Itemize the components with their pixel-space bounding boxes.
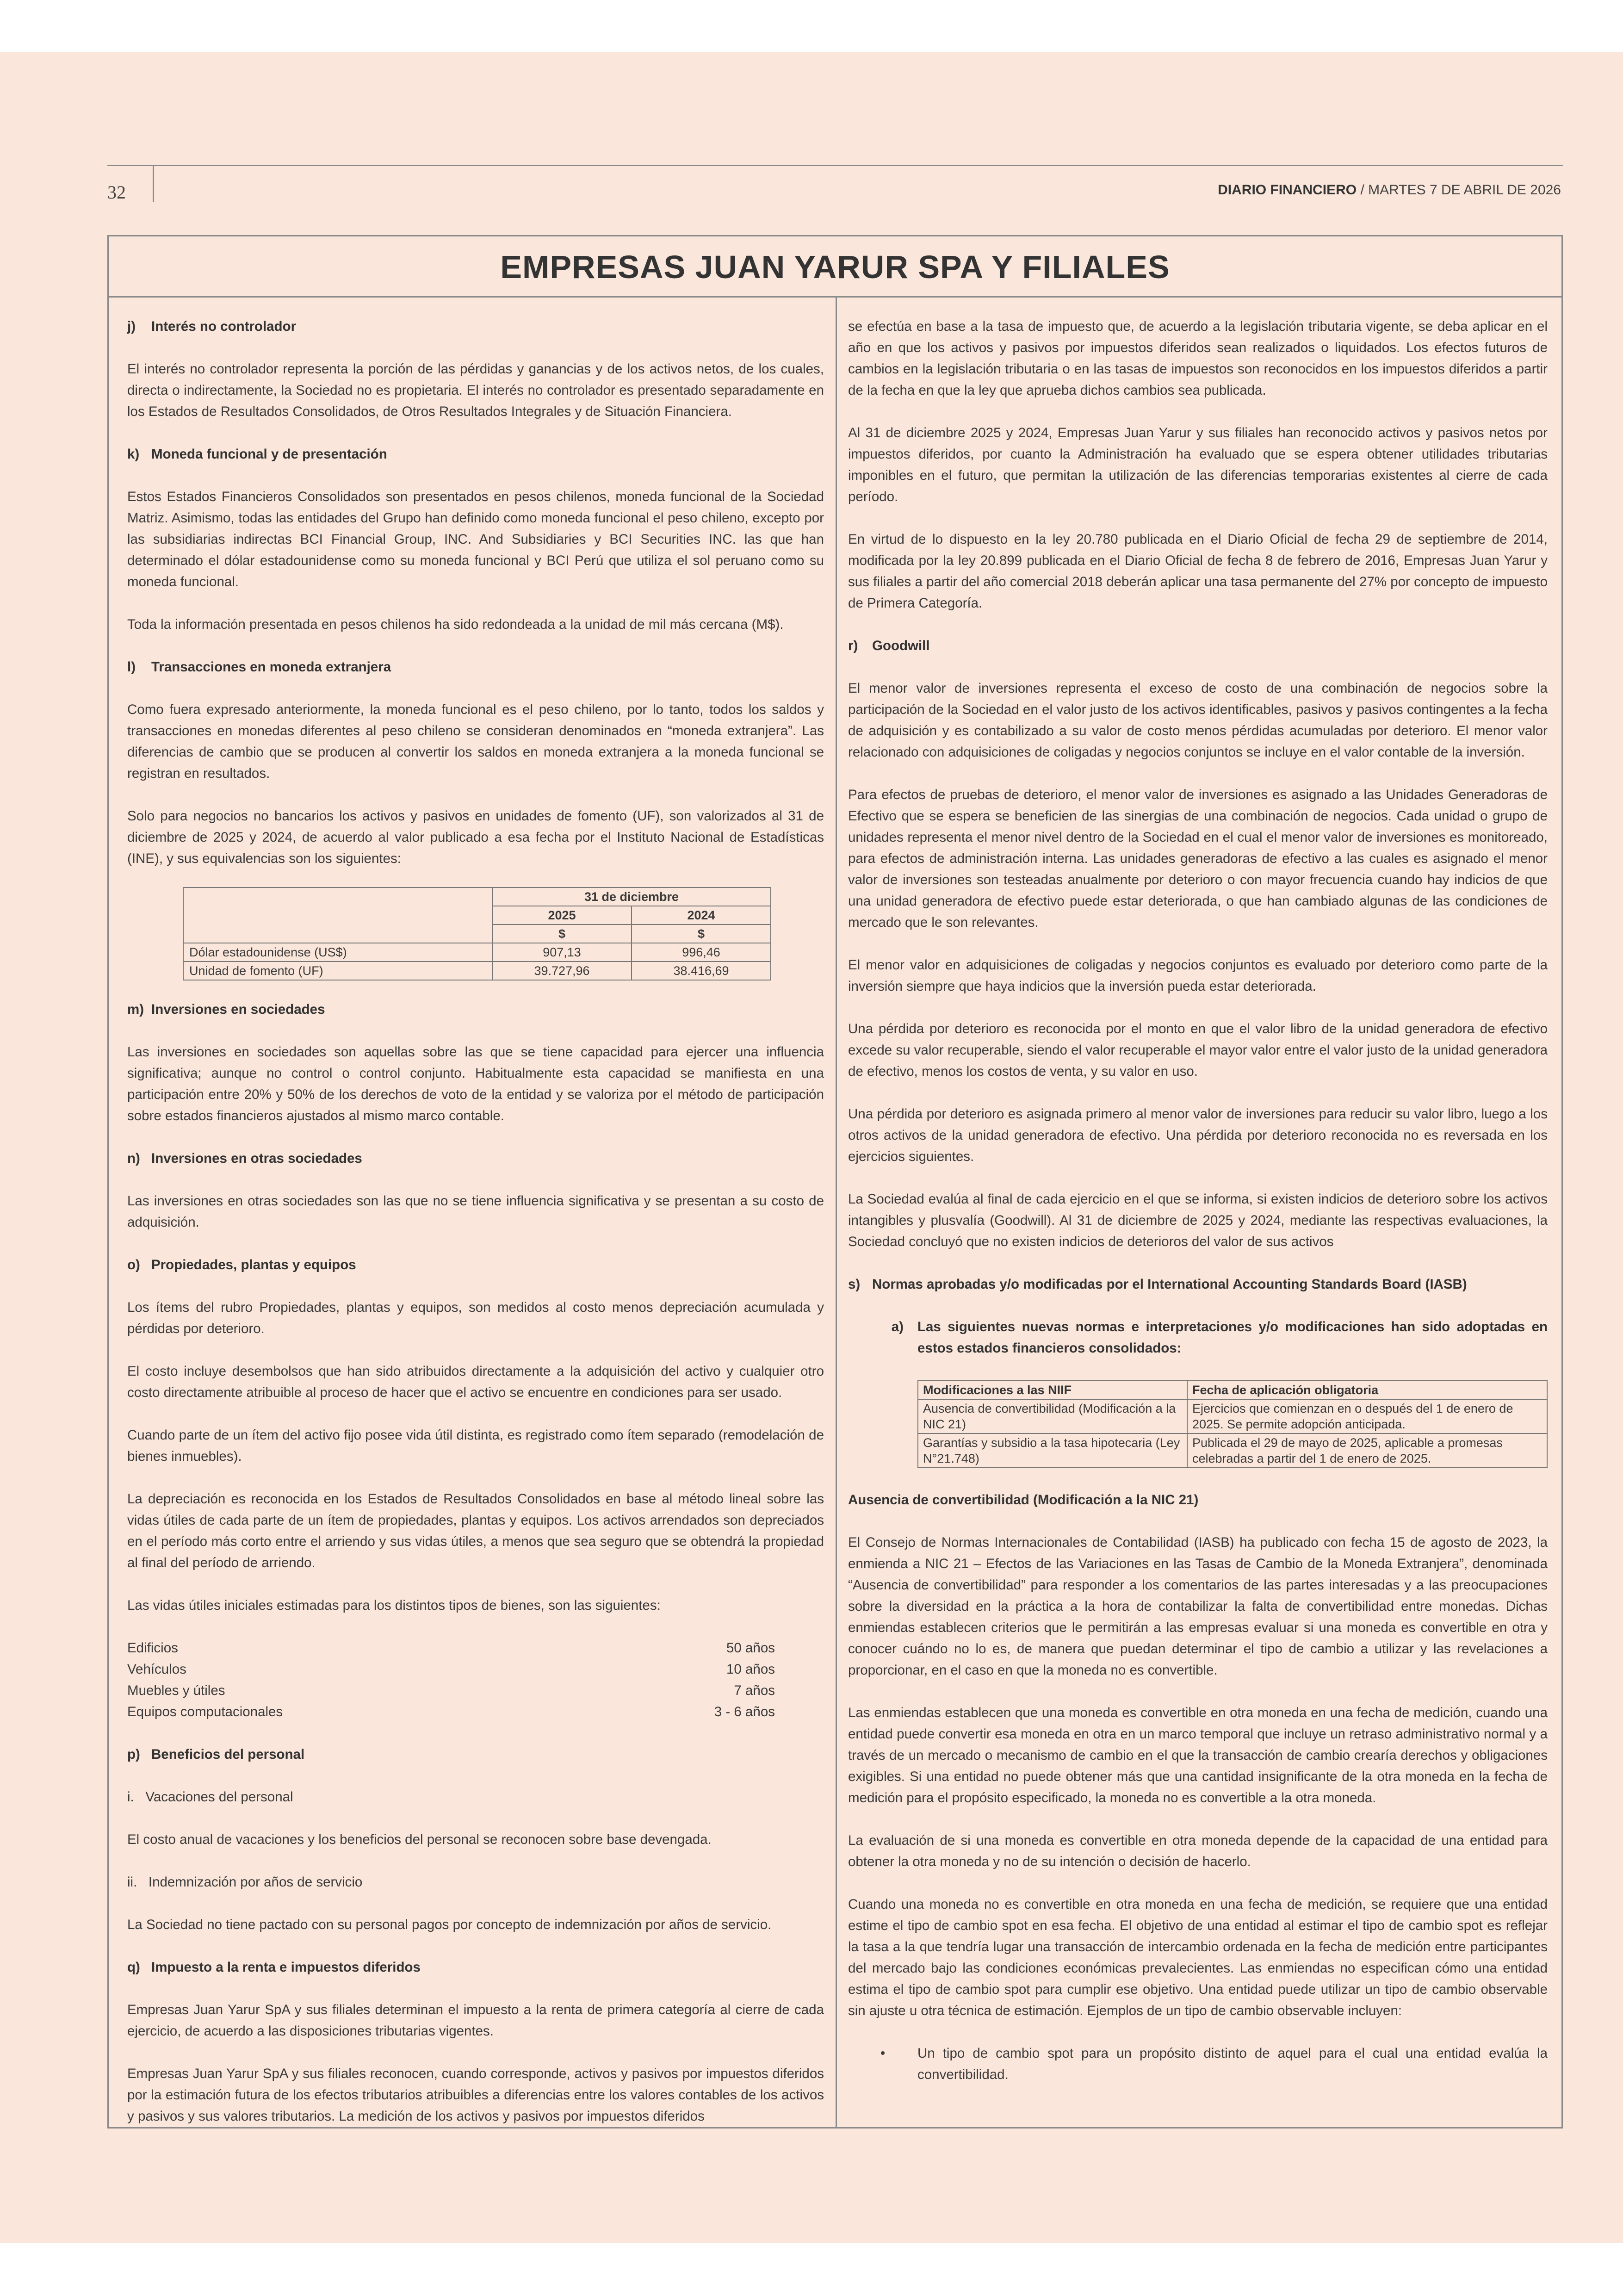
- section-mark: q): [127, 1960, 140, 1975]
- paragraph: Empresas Juan Yarur SpA y sus filiales determinan el impuesto a la renta de primera categoría al cierre de cada ejercicio, de acuerdo a las disposiciones tributarias vigentes.: [127, 2002, 824, 2039]
- list-item: [127, 1659, 775, 1680]
- section-title: Impuesto a la renta e impuestos diferidos: [151, 1960, 421, 1975]
- section-r-heading: [848, 635, 1548, 657]
- subsection-title: i. Vacaciones del personal: [127, 1789, 293, 1805]
- asset-life: 50 años: [726, 1640, 775, 1656]
- section-j-heading: [127, 316, 824, 337]
- table-cell: 996,46: [632, 943, 771, 962]
- paragraph: Para efectos de pruebas de deterioro, el menor valor de inversiones es asignado a las Unidades Generadoras de Efectivo que se espera se beneficien de las sinergias de una combinación de negocios. Cada unidad o grupo de unidades representa el menor nivel dentro de la Sociedad en el cual el menor valor de inversiones es monitoreado, para efectos de administración interna. Las unidades generadoras de efectivo a las cuales es asignado el menor valor de inversiones son testeadas anualmente por deterioro o con mayor frecuencia cuando hay indicios de que una unidad generadora de efectivo puede estar deteriorada, o que han cambiado algunas de las condiciones de mercado que le son relevantes.: [848, 787, 1548, 930]
- asset-name: Muebles y útiles: [127, 1683, 225, 1698]
- table-header: 31 de diciembre: [492, 887, 771, 906]
- paragraph: Empresas Juan Yarur SpA y sus filiales reconocen, cuando corresponde, activos y pasivos por impuestos diferidos por la estimación futura de los efectos tributarios atribuibles a diferencias entre los valores contables de los activos y pasivos y sus valores tributarios. La medición de los activos y pasivos por impuestos diferidos: [127, 2066, 824, 2124]
- paragraph: Como fuera expresado anteriormente, la moneda funcional es el peso chileno, por lo tanto, todos los saldos y transacciones en monedas diferentes al peso chileno se consideran denominados en “moneda extranjera”. Las diferencias de cambio que se producen al convertir los saldos en moneda extranjera a la moneda funcional se registran en resultados.: [127, 702, 824, 781]
- company-title: EMPRESAS JUAN YARUR SPA Y FILIALES: [500, 249, 1170, 285]
- table-row: [918, 1399, 1547, 1433]
- table-cell: Publicada el 29 de mayo de 2025, aplicable a promesas celebradas a partir del 1 de enero de 2025.: [1187, 1433, 1547, 1468]
- section-k-heading: [127, 444, 824, 465]
- paragraph: El interés no controlador representa la porción de las pérdidas y ganancias y de los activos netos, de los cuales, directa o indirectamente, la Sociedad no es propietaria. El interés no controlador es presentado separadamente en los Estados de Resultados Consolidados, de Otros Resultados Integrales y de Situación Financiera.: [127, 361, 824, 419]
- paragraph: El costo anual de vacaciones y los beneficios del personal se reconocen sobre base devengada.: [127, 1832, 712, 1847]
- subsection-a-heading: [848, 1316, 1548, 1359]
- table-row: [183, 887, 771, 906]
- section-title: Moneda funcional y de presentación: [151, 447, 387, 462]
- bullet-icon: •: [880, 2046, 886, 2061]
- article-frame: [107, 235, 1563, 2128]
- table-header: 2025: [492, 906, 632, 925]
- title-band: [109, 236, 1561, 298]
- asset-name: Vehículos: [127, 1662, 186, 1677]
- subsection-title: Las siguientes nuevas normas e interpretaciones y/o modificaciones han sido adoptadas en estos estados financieros consolidados:: [917, 1319, 1548, 1356]
- table-cell: Dólar estadounidense (US$): [183, 943, 492, 962]
- page-number: 32: [107, 182, 126, 203]
- section-m-heading: [127, 999, 824, 1020]
- section-s-heading: [848, 1274, 1548, 1295]
- table-cell: Ausencia de convertibilidad (Modificación a la NIC 21): [918, 1399, 1187, 1433]
- asset-name: Equipos computacionales: [127, 1704, 283, 1719]
- paragraph: Las enmiendas establecen que una moneda es convertible en otra moneda en una fecha de medición, cuando una entidad puede convertir esa moneda en otra en un marco temporal que incluye un retraso administrativo normal y a través de un mercado o mecanismo de cambio en el que la transacción de cambio crearía derechos y obligaciones exigibles. Si una entidad no puede obtener más que una cantidad insignificante de la otra moneda en la fecha de medición para el propósito especificado, la moneda no es convertible a la otra moneda.: [848, 1705, 1548, 1806]
- exchange-rate-table: [183, 887, 771, 980]
- table-cell: 38.416,69: [632, 962, 771, 980]
- section-title: Interés no controlador: [151, 319, 297, 334]
- subsection-title: ii. Indemnización por años de servicio: [127, 1874, 363, 1890]
- table-cell: 907,13: [492, 943, 632, 962]
- section-title: Beneficios del personal: [151, 1747, 305, 1762]
- section-mark: m): [127, 1002, 144, 1017]
- table-header: $: [632, 925, 771, 943]
- section-mark: r): [848, 638, 858, 653]
- section-o-heading: [127, 1254, 824, 1276]
- paragraph: Al 31 de diciembre 2025 y 2024, Empresas Juan Yarur y sus filiales han reconocido activos y pasivos netos por impuestos diferidos, por cuanto la Administración ha evaluado que se espera obtener utilidades tributarias imponibles en el futuro, que permitan la utilización de las diferencias temporarias existentes al cierre de cada período.: [848, 425, 1548, 504]
- table-header: 2024: [632, 906, 771, 925]
- ifrs-amendments-table: [917, 1380, 1548, 1468]
- paragraph: La depreciación es reconocida en los Estados de Resultados Consolidados en base al método lineal sobre las vidas útiles de cada parte de un ítem de propiedades, plantas y equipos. Los activos arrendados son depreciados en el período más corto entre el arriendo y sus vidas útiles, a menos que sea seguro que se obtendrá la propiedad al final del período de arriendo.: [127, 1491, 824, 1570]
- paragraph: El Consejo de Normas Internacionales de Contabilidad (IASB) ha publicado con fecha 15 de agosto de 2023, la enmienda a NIC 21 – Efectos de las Variaciones en las Tasas de Cambio de la Moneda Extranjera”, denominada “Ausencia de convertibilidad” para responder a los comentarios de las partes interesadas y a las preocupaciones sobre la diversidad en la práctica a la hora de contabilizar la falta de convertibilidad entre monedas. Dichas enmiendas establecen criterios que le permitirán a las empresas evaluar si una moneda es convertible en otra y conocer cuándo no lo es, de manera que puedan determinar el tipo de cambio a utilizar y las revelaciones a proporcionar, en el caso en que la moneda no es convertible.: [848, 1535, 1548, 1678]
- table-row: [918, 1381, 1547, 1399]
- paragraph: Los ítems del rubro Propiedades, plantas y equipos, son medidos al costo menos depreciación acumulada y pérdidas por deterioro.: [127, 1300, 824, 1336]
- paragraph: Las inversiones en sociedades son aquellas sobre las que se tiene capacidad para ejercer una influencia significativa; aunque no control o control conjunto. Habitualmente esta capacidad se manifiesta en una participación entre 20% y 50% de los derechos de voto de la entidad y se valoriza por el método de participación sobre estados financieros ajustados al mismo marco contable.: [127, 1044, 824, 1123]
- table-header: Modificaciones a las NIIF: [918, 1381, 1187, 1399]
- column-divider: [836, 298, 837, 2127]
- bullet-text: Un tipo de cambio spot para un propósito distinto de aquel para el cual una entidad evalúa la convertibilidad.: [917, 2046, 1548, 2082]
- section-title: Normas aprobadas y/o modificadas por el International Accounting Standards Board (IASB): [872, 1277, 1467, 1292]
- paragraph: Las vidas útiles iniciales estimadas para los distintos tipos de bienes, son las siguientes:: [127, 1598, 661, 1613]
- table-cell: 39.727,96: [492, 962, 632, 980]
- section-q-heading: [127, 1957, 824, 1978]
- paragraph: Una pérdida por deterioro es reconocida por el monto en que el valor libro de la unidad generadora de efectivo excede su valor recuperable, siendo el valor recuperable el mayor valor entre el valor justo de la unidad generadora de efectivo, menos los costos de venta, y su valor en uso.: [848, 1021, 1548, 1079]
- publication-date: MARTES 7 DE ABRIL DE 2026: [1368, 182, 1561, 198]
- masthead-separator: /: [1360, 182, 1364, 198]
- left-column: [127, 316, 824, 2127]
- table-cell: Unidad de fomento (UF): [183, 962, 492, 980]
- right-column: [848, 316, 1548, 2085]
- paragraph: El menor valor de inversiones representa el exceso de costo de una combinación de negocios sobre la participación de la Sociedad en el valor justo de los activos identificables, pasivos y pasivos contingentes a la fecha de adquisición y es contabilizado a su valor de costo menos pérdidas acumuladas por deterioro. El menor valor relacionado con adquisiciones de coligadas y negocios conjuntos se incluye en el valor contable de la inversión.: [848, 681, 1548, 760]
- section-title: Propiedades, plantas y equipos: [151, 1257, 356, 1272]
- asset-life: 10 años: [726, 1662, 775, 1677]
- paragraph: se efectúa en base a la tasa de impuesto que, de acuerdo a la legislación tributaria vigente, se deba aplicar en el año en que los activos y pasivos por impuestos diferidos sean realizados o liquidados. Los efectos futuros de cambios en la legislación tributaria o en las tasas de impuestos son reconocidos en los impuestos diferidos a partir de la fecha en que la ley que aprueba dichos cambios sea publicada.: [848, 319, 1548, 398]
- section-title: Inversiones en sociedades: [151, 1002, 325, 1017]
- paragraph: En virtud de lo dispuesto en la ley 20.780 publicada en el Diario Oficial de fecha 29 de septiembre de 2014, modificada por la ley 20.899 publicada en el Diario Oficial de fecha 8 de febrero de 2016, Empresas Juan Yarur y sus filiales a partir del año comercial 2018 deberán aplicar una tasa permanente del 27% por concepto de impuesto de Primera Categoría.: [848, 532, 1548, 611]
- paragraph: Solo para negocios no bancarios los activos y pasivos en unidades de fomento (UF), son valorizados al 31 de diciembre de 2025 y 2024, de acuerdo al valor publicado a esa fecha por el Instituto Nacional de Estadísticas (INE), y sus equivalencias son los siguientes:: [127, 808, 824, 866]
- section-p-heading: [127, 1744, 824, 1765]
- paragraph: El menor valor en adquisiciones de coligadas y negocios conjuntos es evaluado por deterioro como parte de la inversión siempre que haya indicios que la inversión pueda estar deteriorada.: [848, 957, 1548, 994]
- asset-life: 3 - 6 años: [714, 1704, 775, 1719]
- table-header: $: [492, 925, 632, 943]
- paragraph: La Sociedad no tiene pactado con su personal pagos por concepto de indemnización por años de servicio.: [127, 1917, 772, 1932]
- publication-name: DIARIO FINANCIERO: [1218, 182, 1357, 198]
- table-header: Fecha de aplicación obligatoria: [1187, 1381, 1547, 1399]
- section-mark: s): [848, 1277, 861, 1292]
- subsection-mark: a): [891, 1319, 904, 1334]
- section-mark: l): [127, 659, 136, 675]
- section-mark: n): [127, 1151, 140, 1166]
- paragraph: Estos Estados Financieros Consolidados son presentados en pesos chilenos, moneda funcional de la Sociedad Matriz. Asimismo, todas las entidades del Grupo han definido como moneda funcional el peso chileno, excepto por las subsidiarias indirectas BCI Financial Group, INC. And Subsidiaries y BCI Securities INC. las que han determinado el dólar estadounidense como su moneda funcional y BCI Perú que utiliza el sol peruano como su moneda funcional.: [127, 489, 824, 590]
- asset-life: 7 años: [734, 1683, 775, 1698]
- table-cell: Garantías y subsidio a la tasa hipotecaria (Ley N°21.748): [918, 1433, 1187, 1468]
- paragraph: La Sociedad evalúa al final de cada ejercicio en el que se informa, si existen indicios de deterioro sobre los activos intangibles y plusvalía (Goodwill). Al 31 de diciembre de 2025 y 2024, mediante las respectivas evaluaciones, la Sociedad concluyó que no existen indicios de deterioros del valor de sus activos: [848, 1191, 1548, 1249]
- masthead: [1218, 182, 1561, 198]
- section-mark: j): [127, 319, 136, 334]
- paragraph: Las inversiones en otras sociedades son las que no se tiene influencia significativa y se presentan a su costo de adquisición.: [127, 1193, 824, 1230]
- table-cell: [183, 887, 492, 943]
- section-mark: o): [127, 1257, 140, 1272]
- header-rule: [107, 165, 1563, 166]
- nic21-heading: Ausencia de convertibilidad (Modificación a la NIC 21): [848, 1492, 1199, 1508]
- useful-lives-list: [127, 1638, 775, 1723]
- list-item: [848, 2043, 1548, 2085]
- section-title: Goodwill: [872, 638, 930, 653]
- section-title: Inversiones en otras sociedades: [151, 1151, 362, 1166]
- table-cell: Ejercicios que comienzan en o después del 1 de enero de 2025. Se permite adopción anticipada.: [1187, 1399, 1547, 1433]
- table-row: [918, 1433, 1547, 1468]
- paragraph: Una pérdida por deterioro es asignada primero al menor valor de inversiones para reducir su valor libro, luego a los otros activos de la unidad generadora de efectivo. Una pérdida por deterioro reconocida no es reversada en los ejercicios siguientes.: [848, 1106, 1548, 1164]
- section-mark: p): [127, 1747, 140, 1762]
- paragraph: El costo incluye desembolsos que han sido atribuidos directamente a la adquisición del activo y cualquier otro costo directamente atribuible al proceso de hacer que el activo se encuentre en condiciones para ser usado.: [127, 1364, 824, 1400]
- section-title: Transacciones en moneda extranjera: [151, 659, 391, 675]
- list-item: [127, 1701, 775, 1723]
- asset-name: Edificios: [127, 1640, 178, 1656]
- table-row: [183, 943, 771, 962]
- section-l-heading: [127, 657, 824, 678]
- paragraph: Cuando una moneda no es convertible en otra moneda en una fecha de medición, se requiere que una entidad estime el tipo de cambio spot en esa fecha. El objetivo de una entidad al estimar el tipo de cambio spot es reflejar la tasa a la que tendría lugar una transacción de intercambio ordenada en la fecha de medición entre participantes del mercado bajo las condiciones económicas prevalecientes. Las enmiendas no especifican cómo una entidad estima el tipo de cambio spot para cumplir ese objetivo. Una entidad puede utilizar un tipo de cambio observable sin ajuste u otra técnica de estimación. Ejemplos de un tipo de cambio observable incluyen:: [848, 1897, 1548, 2018]
- paragraph: Cuando parte de un ítem del activo fijo posee vida útil distinta, es registrado como ítem separado (remodelación de bienes inmuebles).: [127, 1427, 824, 1464]
- list-item: [127, 1680, 775, 1701]
- paragraph: La evaluación de si una moneda es convertible en otra moneda depende de la capacidad de una entidad para obtener la otra moneda y no de su intención o decisión de hacerlo.: [848, 1833, 1548, 1869]
- list-item: [127, 1638, 775, 1659]
- section-mark: k): [127, 447, 140, 462]
- header-divider: [153, 165, 154, 202]
- section-n-heading: [127, 1148, 824, 1169]
- table-row: [183, 962, 771, 980]
- paragraph: Toda la información presentada en pesos chilenos ha sido redondeada a la unidad de mil más cercana (M$).: [127, 617, 784, 632]
